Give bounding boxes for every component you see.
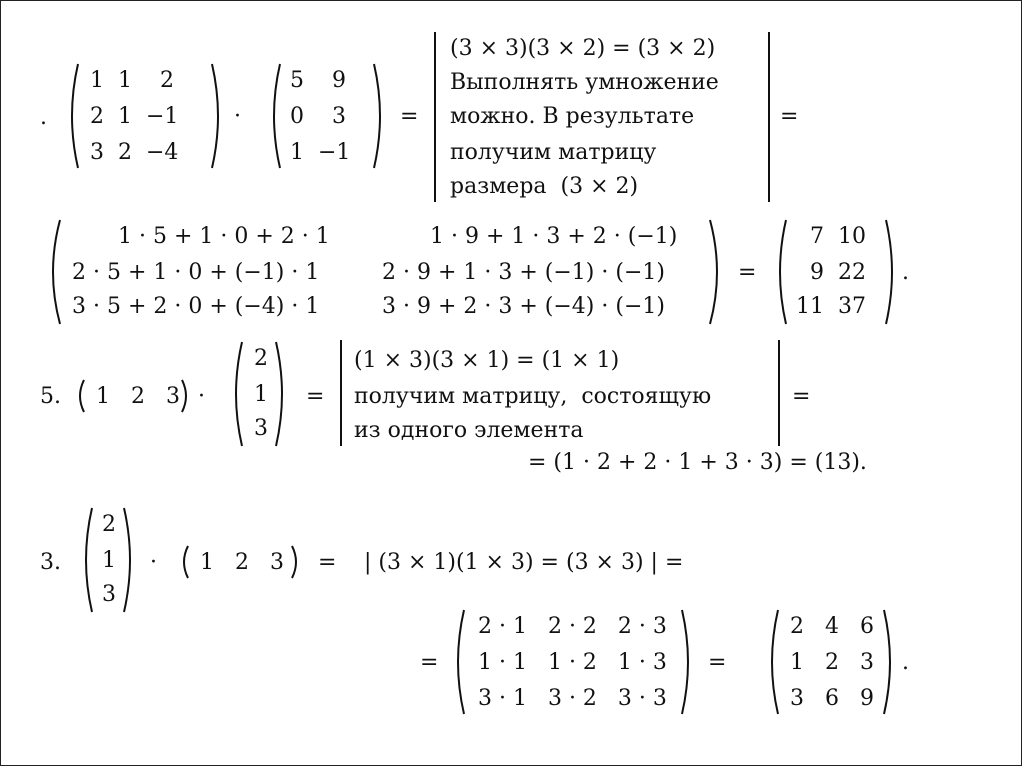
equals-sign: = xyxy=(306,384,325,409)
equals-sign: = xyxy=(738,260,757,285)
note-c: | (3 × 1)(1 × 3) = (3 × 3) | = xyxy=(364,550,684,575)
note-line: можно. В результате xyxy=(450,104,695,129)
equals-sign: = xyxy=(708,650,727,675)
col-vector-c-right-paren xyxy=(122,506,138,614)
problem-b-result: = (1 · 2 + 2 · 1 + 3 · 3) = (13). xyxy=(528,450,867,475)
matrix-a-row: 3 2 −4 xyxy=(90,140,179,165)
matrix-b-row: 5 9 xyxy=(290,68,346,93)
expanded-row: 3 · 1 3 · 2 3 · 3 xyxy=(478,686,667,711)
note-a-left-bar xyxy=(434,32,436,202)
multiply-dot: · xyxy=(234,104,241,129)
col-vector-left-paren xyxy=(228,340,244,448)
expanded-row: 1 · 1 1 · 2 1 · 3 xyxy=(478,650,667,675)
expanded-cell: 3 · 9 + 2 · 3 + (−4) · (−1) xyxy=(382,294,665,319)
col-vector-entry: 3 xyxy=(254,416,268,441)
note-line: получим матрицу, состоящую xyxy=(354,384,712,409)
multiply-dot: · xyxy=(150,550,157,575)
matrix-b-row: 0 3 xyxy=(290,104,346,129)
expanded-c-left-paren xyxy=(450,608,466,716)
expanded-c-right-paren xyxy=(680,608,696,716)
col-vector-entry: 1 xyxy=(254,382,268,407)
row-vector-right-paren xyxy=(180,378,192,414)
col-vector-c-left-paren xyxy=(78,506,94,614)
col-vector-entry: 1 xyxy=(102,548,116,573)
result-c-left-paren xyxy=(764,608,780,716)
expanded-cell: 1 · 5 + 1 · 0 + 2 · 1 xyxy=(118,224,330,249)
equals-sign: = xyxy=(318,550,337,575)
expanded-left-paren xyxy=(44,218,62,326)
row-vector: 1 2 3 xyxy=(200,550,284,575)
problem-a-label: . xyxy=(40,105,47,130)
result-a-right-paren xyxy=(884,218,900,326)
matrix-a-left-paren xyxy=(64,62,80,170)
expanded-right-paren xyxy=(708,218,726,326)
period: . xyxy=(902,260,909,285)
result-row: 9 22 xyxy=(796,260,866,285)
note-b-right-bar xyxy=(778,340,780,446)
result-row: 3 6 9 xyxy=(790,686,874,711)
row-vector-left-paren xyxy=(74,378,86,414)
period: . xyxy=(902,650,909,675)
note-line: из одного элемента xyxy=(354,418,584,443)
matrix-a-row: 2 1 −1 xyxy=(90,104,179,129)
col-vector-entry: 3 xyxy=(102,582,116,607)
result-row: 7 10 xyxy=(796,224,866,249)
col-vector-right-paren xyxy=(274,340,290,448)
expanded-cell: 3 · 5 + 2 · 0 + (−4) · 1 xyxy=(72,294,320,319)
result-row: 1 2 3 xyxy=(790,650,874,675)
problem-b-label: 5. xyxy=(40,384,61,409)
equals-sign: = xyxy=(780,104,799,129)
expanded-row: 2 · 1 2 · 2 2 · 3 xyxy=(478,614,667,639)
result-c-right-paren xyxy=(882,608,898,716)
row-vector: 1 2 3 xyxy=(96,384,180,409)
matrix-a-row: 1 1 2 xyxy=(90,68,174,93)
expanded-cell: 2 · 5 + 1 · 0 + (−1) · 1 xyxy=(72,260,320,285)
col-vector-entry: 2 xyxy=(254,346,268,371)
col-vector-entry: 2 xyxy=(102,512,116,537)
matrix-a-right-paren xyxy=(210,62,226,170)
equals-sign: = xyxy=(792,384,811,409)
equals-sign: = xyxy=(420,650,439,675)
matrix-b-row: 1 −1 xyxy=(290,140,351,165)
row-vector-c-left-paren xyxy=(178,544,190,580)
result-a-left-paren xyxy=(772,218,788,326)
equals-sign: = xyxy=(400,104,419,129)
row-vector-c-right-paren xyxy=(290,544,302,580)
note-line: размера (3 × 2) xyxy=(450,174,639,199)
note-line: Выполнять умножение xyxy=(450,70,719,95)
matrix-b-left-paren xyxy=(266,62,282,170)
expanded-cell: 2 · 9 + 1 · 3 + (−1) · (−1) xyxy=(382,260,665,285)
problem-c-label: 3. xyxy=(40,550,61,575)
note-b-left-bar xyxy=(340,340,342,446)
matrix-b-right-paren xyxy=(372,62,388,170)
note-line: получим матрицу xyxy=(450,140,657,165)
multiply-dot: · xyxy=(198,384,205,409)
result-row: 11 37 xyxy=(796,294,866,319)
result-row: 2 4 6 xyxy=(790,614,874,639)
note-line: (3 × 3)(3 × 2) = (3 × 2) xyxy=(450,36,716,61)
note-line: (1 × 3)(3 × 1) = (1 × 1) xyxy=(354,348,620,373)
note-a-right-bar xyxy=(768,32,770,202)
expanded-cell: 1 · 9 + 1 · 3 + 2 · (−1) xyxy=(430,224,678,249)
